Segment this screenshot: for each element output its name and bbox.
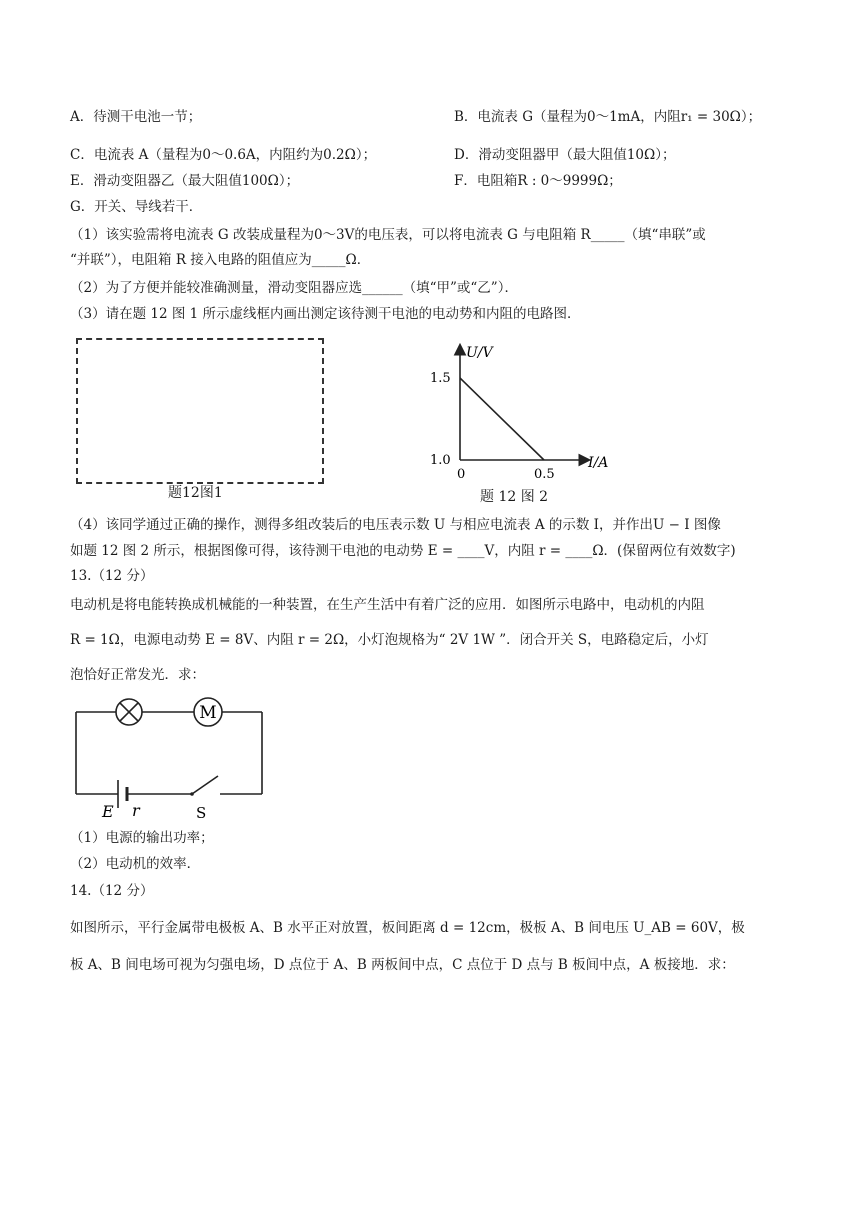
- q13-header: 13.（12 分）: [70, 568, 154, 584]
- y-tick-bottom: 1.0: [430, 453, 451, 468]
- q12-part4-line2: 如题 12 图 2 所示，根据图像可得，该待测干电池的电动势 E = ____V，内阻 r = ____Ω．(保留两位有效数字): [70, 543, 736, 559]
- option-b: B．电流表 G（量程为0～1mA，内阻r₁ = 30Ω）；: [454, 109, 762, 125]
- answer-dashed-box: [76, 338, 324, 484]
- option-d: D．滑动变阻器甲（最大阻值10Ω）；: [454, 147, 676, 163]
- circuit-diagram: [70, 696, 270, 820]
- q12-part3: （3）请在题 12 图 1 所示虚线框内画出测定该待测干电池的电动势和内阻的电路图．: [70, 306, 581, 322]
- y-tick-top: 1.5: [430, 371, 451, 386]
- q12-part2: （2）为了方便并能较准确测量，滑动变阻器应选______（填“甲”或“乙”）．: [70, 280, 518, 296]
- svg-text:M: M: [199, 703, 217, 723]
- option-g: G．开关、导线若干．: [70, 199, 203, 215]
- motor-icon: [194, 698, 222, 726]
- series-line: [460, 378, 544, 460]
- y-axis-label: U/V: [466, 345, 493, 361]
- q13-line1: 电动机是将电能转换成机械能的一种装置，在生产生活中有着广泛的应用．如图所示电路中，电动机的内阻: [70, 597, 705, 613]
- q14-line1: 如图所示，平行金属带电极板 A、B 水平正对放置，板间距离 d = 12cm，极板 A、B 间电压 U_AB = 60V，极: [70, 920, 745, 936]
- option-e: E．滑动变阻器乙（最大阻值100Ω）；: [70, 173, 300, 189]
- q14-line2: 板 A、B 间电场可视为匀强电场，D 点位于 A、B 两板间中点，C 点位于 D 点与 B 板间中点，A 板接地．求：: [70, 957, 735, 973]
- internal-resistance-label: r: [132, 801, 140, 820]
- option-f: F．电阻箱R : 0～9999Ω；: [454, 173, 622, 189]
- option-a: A．待测干电池一节；: [70, 109, 202, 125]
- lamp-icon: [116, 699, 142, 725]
- switch-label: S: [196, 804, 207, 820]
- emf-label: E: [102, 802, 114, 820]
- q12-part1-line1: （1）该实验需将电流表 G 改装成量程为0～3V的电压表，可以将电流表 G 与电阻箱 R_____（填“串联”或: [70, 227, 706, 243]
- ui-graph-svg: [420, 336, 620, 496]
- q13-line3: 泡恰好正常发光．求：: [70, 667, 205, 683]
- x-axis-label: I/A: [588, 455, 609, 471]
- switch-icon: [190, 776, 218, 796]
- q13-line2: R = 1Ω，电源电动势 E = 8V、内阻 r = 2Ω，小灯泡规格为“ 2V 1W ”．闭合开关 S，电路稳定后，小灯: [70, 632, 709, 648]
- ui-graph: [420, 336, 620, 496]
- battery-icon: [118, 780, 127, 808]
- q14-header: 14.（12 分）: [70, 883, 154, 899]
- x-tick-half: 0.5: [534, 467, 555, 482]
- fig2-caption: 题 12 图 2: [480, 489, 549, 505]
- option-c: C．电流表 A（量程为0～0.6A，内阻约为0.2Ω）；: [70, 147, 377, 163]
- q13-sub1: （1）电源的输出功率；: [70, 830, 214, 846]
- x-tick-zero: 0: [457, 467, 466, 482]
- fig1-caption: 题12图1: [168, 485, 223, 501]
- q12-part1-line2: “并联”），电阻箱 R 接入电路的阻值应为_____Ω．: [70, 252, 371, 268]
- q12-part4-line1: （4）该同学通过正确的操作，测得多组改装后的电压表示数 U 与相应电流表 A 的示数 I，并作出U − I 图像: [70, 517, 721, 533]
- q13-sub2: （2）电动机的效率．: [70, 856, 201, 872]
